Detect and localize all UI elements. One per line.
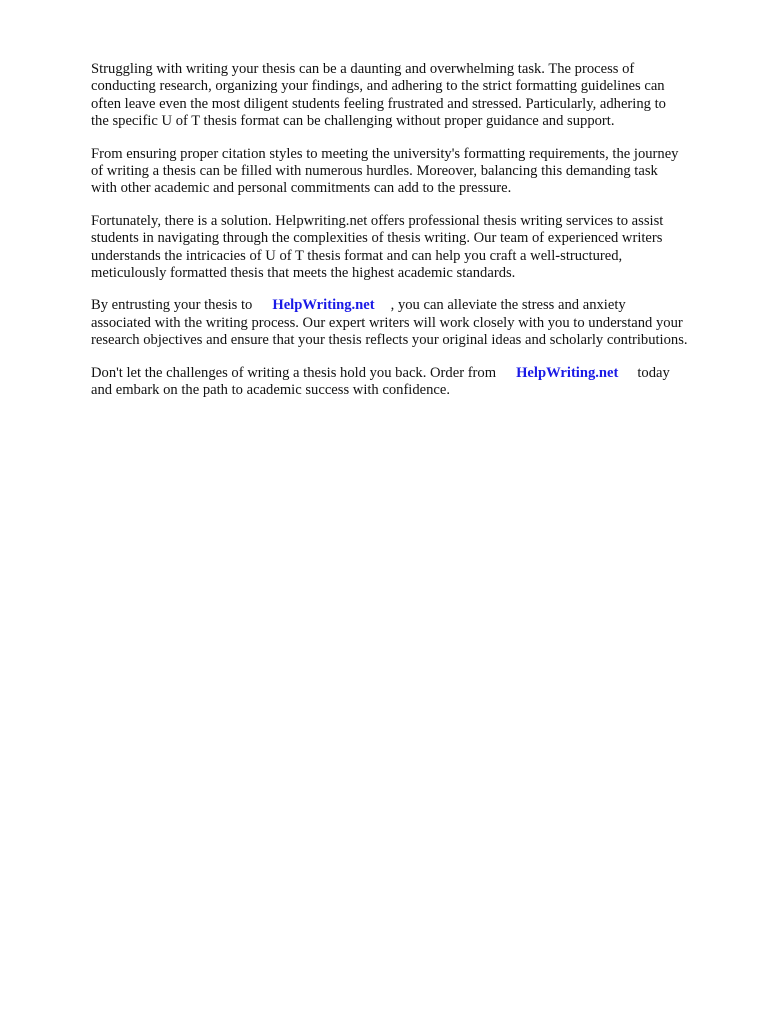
text-segment: today (637, 364, 670, 381)
text-line: Struggling with writing your thesis can be a daunting and overwhelming task. The process of (91, 61, 635, 77)
paragraph-solution (91, 213, 731, 283)
text-line: research objectives and ensure that your thesis reflects your original ideas and scholarly contributions. (91, 332, 688, 349)
text-segment: Don't let the challenges of writing a thesis hold you back. Order from (91, 364, 497, 381)
text-line (91, 365, 731, 382)
text-line: understands the intricacies of U of T thesis format and can help you craft a well-structured, (91, 247, 623, 264)
paragraph-intro (91, 61, 731, 131)
paragraph-entrusting (91, 297, 731, 349)
text-line: and embark on the path to academic success with confidence. (91, 382, 451, 399)
text-line: of writing a thesis can be filled with numerous hurdles. Moreover, balancing this demanding task (91, 163, 658, 180)
text-line: with other academic and personal commitments can add to the pressure. (91, 180, 512, 197)
text-line: conducting research, organizing your findings, and adhering to the strict formatting guidelines can (91, 78, 665, 95)
helpwriting-link[interactable]: HelpWriting.net (516, 364, 619, 381)
text-segment: , you can alleviate the stress and anxiety (390, 297, 626, 314)
text-line: meticulously formatted thesis that meets the highest academic standards. (91, 265, 516, 282)
text-line: Fortunately, there is a solution. Helpwriting.net offers professional thesis writing services to assist (91, 212, 664, 229)
text-line: the specific U of T thesis format can be challenging without proper guidance and support. (91, 113, 615, 130)
text-line: associated with the writing process. Our expert writers will work closely with you to understand your (91, 314, 683, 331)
text-segment: By entrusting your thesis to (91, 297, 253, 314)
paragraph-challenges (91, 146, 731, 198)
paragraph-call-to-action (91, 365, 731, 400)
text-line: often leave even the most diligent students feeling frustrated and stressed. Particularly, adhering to (91, 95, 666, 112)
text-line: From ensuring proper citation styles to meeting the university's formatting requirements, the journey (91, 145, 679, 162)
helpwriting-link[interactable]: HelpWriting.net (272, 297, 375, 314)
text-line: students in navigating through the complexities of thesis writing. Our team of experienced writers (91, 230, 663, 247)
text-line (91, 297, 731, 314)
document-body (91, 61, 731, 415)
